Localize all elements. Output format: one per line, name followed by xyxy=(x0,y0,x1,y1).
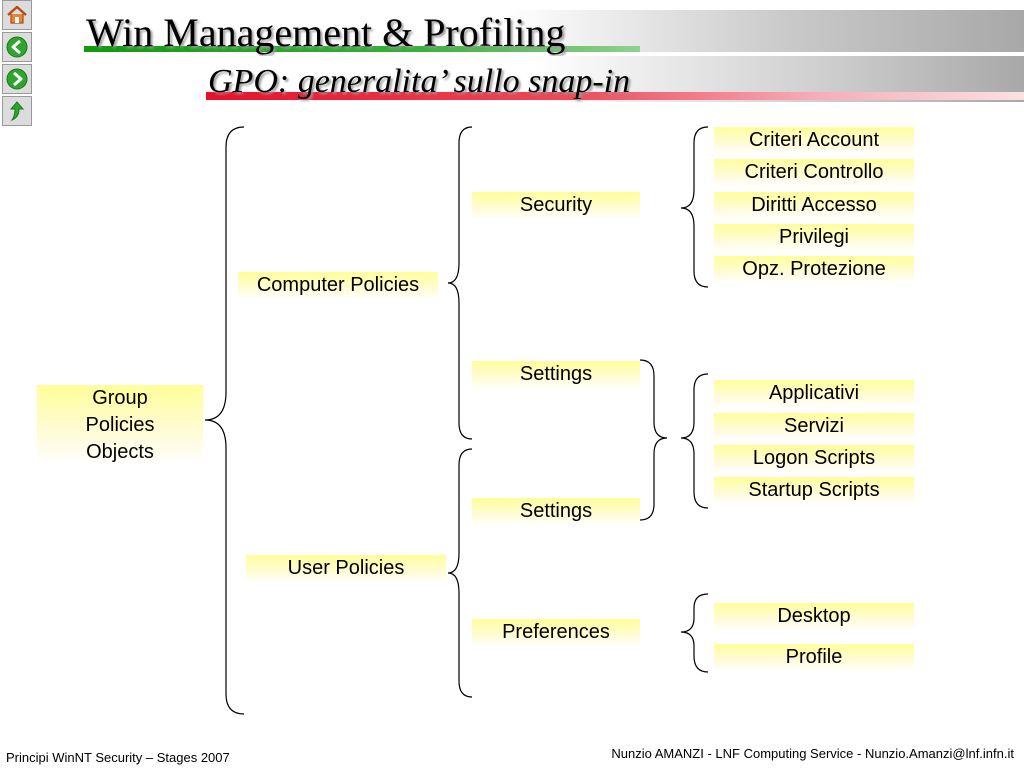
preferences-node: Preferences xyxy=(472,619,640,647)
slide-subtitle: GPO: generalita’ sullo snap-in xyxy=(208,63,631,100)
root-line-3: Objects xyxy=(86,441,154,463)
computer-policies-node: Computer Policies xyxy=(238,272,438,300)
leaf-opz-protezione: Opz. Protezione xyxy=(714,256,914,284)
leaf-criteri-controllo: Criteri Controllo xyxy=(714,159,914,187)
leaf-startup-scripts: Startup Scripts xyxy=(714,477,914,505)
leaf-desktop: Desktop xyxy=(714,603,914,631)
brace-computer xyxy=(448,127,472,439)
user-settings-node: Settings xyxy=(472,498,640,526)
leaf-diritti-accesso: Diritti Accesso xyxy=(714,192,914,220)
security-node: Security xyxy=(472,192,640,220)
brace-preferences xyxy=(681,594,708,672)
brace-settings-merge xyxy=(640,360,667,520)
slide-title: Win Management & Profiling xyxy=(86,10,566,55)
computer-settings-node: Settings xyxy=(472,361,640,389)
root-line-1: Group xyxy=(92,387,148,409)
footer-course: Principi WinNT Security – Stages 2007 xyxy=(6,750,230,765)
footer-author: Nunzio AMANZI - LNF Computing Service - Nunzio.Amanzi@lnf.infn.it xyxy=(611,746,1014,761)
user-policies-node: User Policies xyxy=(246,555,446,583)
brace-security xyxy=(681,127,708,287)
leaf-criteri-account: Criteri Account xyxy=(714,127,914,155)
leaf-profile: Profile xyxy=(714,644,914,672)
leaf-privilegi: Privilegi xyxy=(714,224,914,252)
leaf-logon-scripts: Logon Scripts xyxy=(714,445,914,473)
root-line-2: Policies xyxy=(85,414,155,436)
group-policies-objects-node xyxy=(37,385,203,465)
brace-settings-items xyxy=(681,374,708,508)
leaf-applicativi: Applicativi xyxy=(714,380,914,408)
leaf-servizi: Servizi xyxy=(714,413,914,441)
brace-user xyxy=(448,449,472,697)
brace-root xyxy=(205,127,244,714)
